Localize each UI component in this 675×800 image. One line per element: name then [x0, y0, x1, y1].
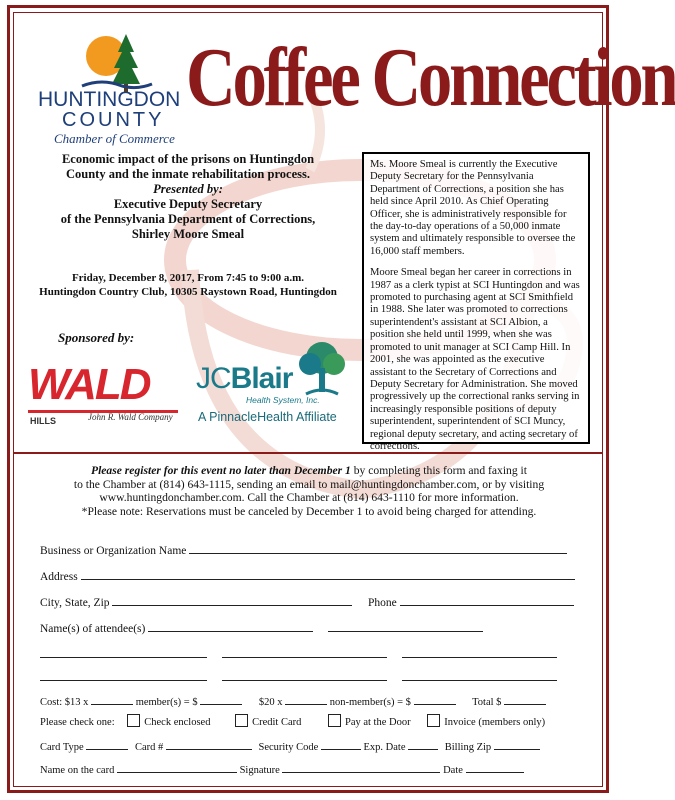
attendee-input-1[interactable]	[148, 619, 313, 632]
attendee-input-6[interactable]	[40, 668, 207, 681]
wald-signature: John R. Wald Company	[88, 412, 173, 422]
exp-date-label: Exp. Date	[363, 742, 406, 753]
jcblair-blair: Blair	[230, 362, 293, 395]
address-label: Address	[40, 571, 78, 583]
check-enclosed-checkbox[interactable]	[127, 714, 140, 727]
topic-line-2: County and the inmate rehabilitation process.	[65, 167, 310, 181]
jcblair-affiliate: A PinnacleHealth Affiliate	[198, 410, 337, 424]
topic-line-1: Economic impact of the prisons on Huntingdon	[61, 152, 315, 166]
card-type-input[interactable]	[86, 737, 128, 750]
jcblair-jc: JC	[196, 362, 231, 395]
member-total-input[interactable]	[200, 692, 242, 705]
card-number-input[interactable]	[166, 737, 252, 750]
speaker-line-1: Executive Deputy Secretary	[113, 197, 263, 211]
jcblair-sub: Health System, Inc.	[246, 395, 320, 405]
wald-wordmark: WALD	[28, 360, 150, 409]
attendee-input-4[interactable]	[222, 645, 387, 658]
bio-paragraph-2: Moore Smeal began her career in corrections in 1987 as a clerk typist at SCI Huntingdon and was promoted to purchasing agent at SCI Smithfield in 1988. She later was promoted to corrections superintendent's assistant at SCI Albion, a position she held until 1999, when she was promoted to unit manager at SCI Camp Hill. In 2001, she was appointed as the executive assistant to the Secretary of Corrections and Deputy Secretary for Administration. She moved progressively up the correctional ranks serving in increasingly responsible positions of deputy superintendent, superintendent of SCI Muncy, regional deputy secretary, and acting secretary of corrections.	[370, 267, 580, 452]
hills-text: HILLS	[30, 416, 56, 426]
bio-paragraph-1: Ms. Moore Smeal is currently the Executive Deputy Secretary for the Pennsylvania Department of Corrections, a position she has held since April 2010. As Chief Operating Officer, she is administratively responsible for the day-to-day operations of a 50,000 inmate system and ultimately responsible to oversee the 16,000 staff members.	[370, 159, 576, 257]
jcblair-logo	[196, 340, 356, 430]
attendee-input-3[interactable]	[40, 645, 207, 658]
wald-logo	[28, 360, 188, 430]
signature-label: Signature	[239, 765, 280, 776]
register-line-2: to the Chamber at (814) 643-1115, sending an email to mail@huntingdonchamber.com, or by visiting	[73, 477, 545, 491]
card-number-label: Card #	[134, 742, 164, 753]
address-input[interactable]	[81, 567, 575, 580]
pay-at-door-label: Pay at the Door	[344, 717, 411, 728]
chamber-name-line2: COUNTY	[62, 109, 165, 131]
city-label: City, State, Zip	[40, 597, 110, 609]
name-on-card-label: Name on the card	[40, 765, 115, 776]
chamber-name-line1: HUNTINGDON	[38, 88, 181, 111]
speaker-line-2: of the Pennsylvania Department of Corrections,	[60, 212, 316, 226]
attendees-label: Name(s) of attendee(s)	[40, 623, 146, 635]
nonmember-count-input[interactable]	[285, 692, 327, 705]
card-type-label: Card Type	[40, 742, 84, 753]
register-deadline: Please register for this event no later than December 1	[90, 464, 351, 477]
invoice-checkbox[interactable]	[427, 714, 440, 727]
speaker-bio-box	[362, 152, 590, 452]
business-input[interactable]	[189, 541, 567, 554]
event-date: Friday, December 8, 2017, From 7:45 to 9:00 a.m.	[71, 272, 305, 284]
member-label: member(s) = $	[135, 697, 198, 708]
tree-icon	[296, 340, 348, 398]
phone-input[interactable]	[400, 593, 574, 606]
invoice-label: Invoice (members only)	[444, 717, 546, 728]
business-label: Business or Organization Name	[40, 545, 187, 557]
pay-at-door-checkbox[interactable]	[328, 714, 341, 727]
register-line-1: by completing this form and faxing it	[350, 464, 527, 477]
billing-zip-input[interactable]	[494, 737, 540, 750]
city-input[interactable]	[112, 593, 352, 606]
total-label: Total $	[472, 697, 502, 708]
check-one-label: Please check one:	[40, 717, 115, 728]
check-enclosed-label: Check enclosed	[144, 717, 211, 728]
date-input[interactable]	[466, 760, 524, 773]
security-code-input[interactable]	[321, 737, 361, 750]
event-title: Coffee Connection	[186, 31, 675, 124]
speaker-line-3: Shirley Moore Smeal	[131, 227, 245, 241]
attendee-input-5[interactable]	[402, 645, 557, 658]
nonmember-label: non-member(s) = $	[329, 697, 411, 708]
attendee-input-8[interactable]	[402, 668, 557, 681]
cost-label: Cost: $13 x	[40, 697, 89, 708]
nonmember-total-input[interactable]	[414, 692, 456, 705]
register-line-4: *Please note: Reservations must be canceled by December 1 to avoid being charged for attending.	[81, 504, 537, 518]
name-on-card-input[interactable]	[117, 760, 237, 773]
billing-zip-label: Billing Zip	[444, 742, 492, 753]
chamber-logo-icon	[82, 30, 152, 92]
event-location: Huntingdon Country Club, 10305 Raystown Road, Huntingdon	[39, 286, 337, 298]
chamber-name-line3: Chamber of Commerce	[54, 131, 175, 146]
phone-label: Phone	[368, 597, 397, 609]
signature-input[interactable]	[282, 760, 440, 773]
credit-card-checkbox[interactable]	[235, 714, 248, 727]
presented-by: Presented by:	[153, 182, 223, 196]
attendee-input-7[interactable]	[222, 668, 387, 681]
nonmember-price: $20 x	[258, 697, 283, 708]
date-label: Date	[443, 765, 463, 776]
credit-card-label: Credit Card	[252, 717, 302, 728]
attendee-input-2[interactable]	[328, 619, 483, 632]
register-line-3: www.huntingdonchamber.com. Call the Chamber at (814) 643-1110 for more information.	[99, 491, 519, 504]
security-code-label: Security Code	[258, 742, 319, 753]
sponsored-by-label: Sponsored by:	[58, 330, 135, 345]
exp-date-input[interactable]	[408, 737, 438, 750]
total-input[interactable]	[504, 692, 546, 705]
member-count-input[interactable]	[91, 692, 133, 705]
